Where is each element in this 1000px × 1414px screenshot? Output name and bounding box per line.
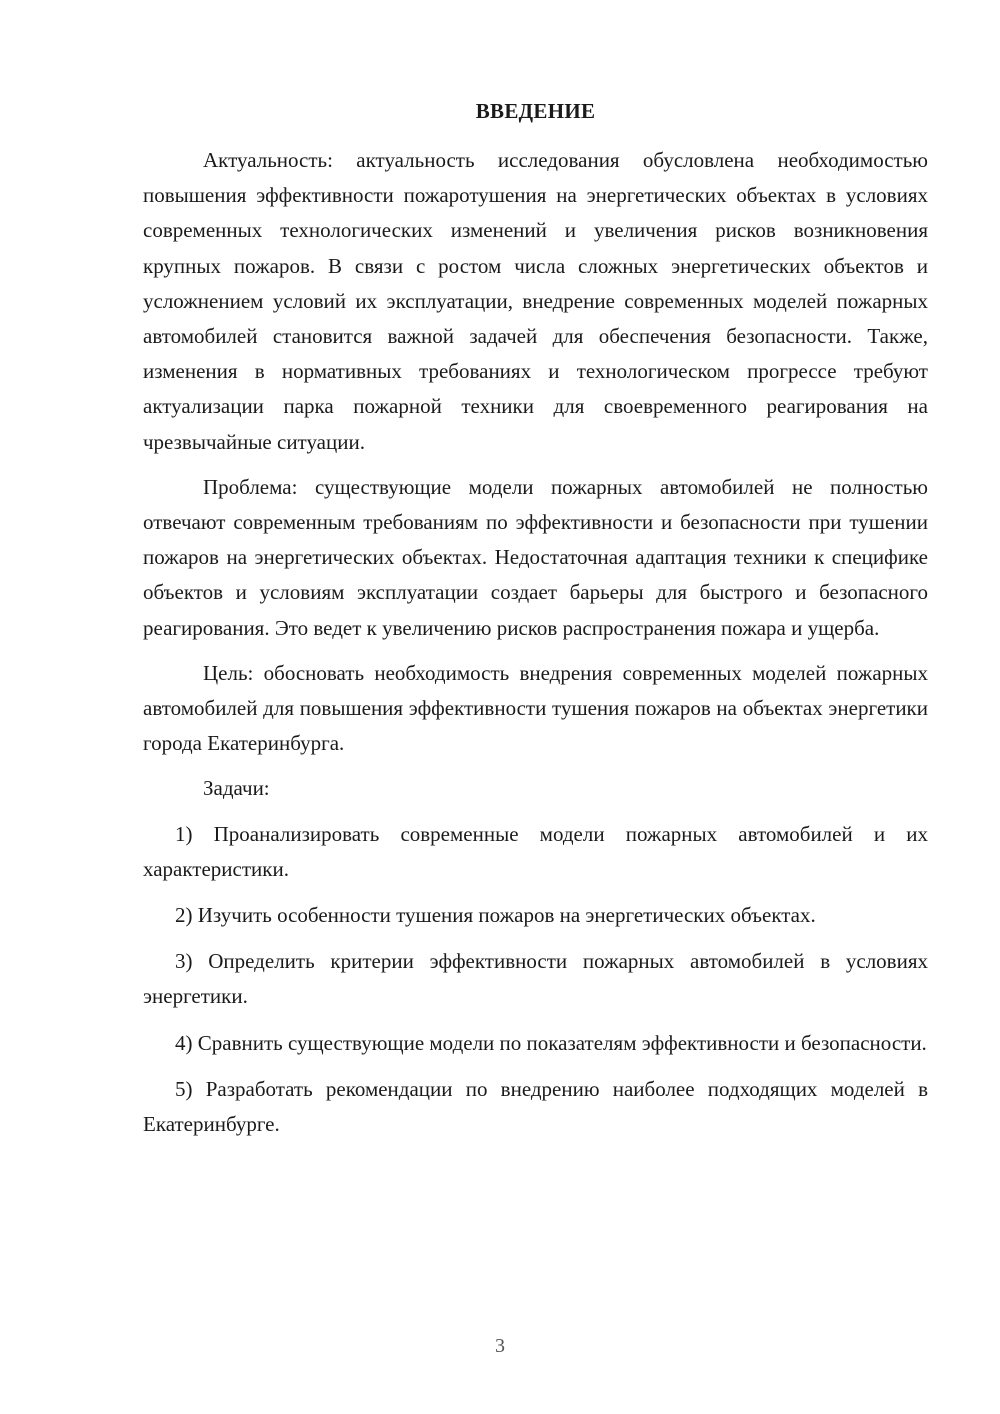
task-item: 3) Определить критерии эффективности пожарных автомобилей в условиях энергетики. [143, 949, 928, 1009]
paragraph-relevance: Актуальность: актуальность исследования обусловлена необходимостью повышения эффективности пожаротушения на энергетических объектах в условиях современных технологических изменений и увеличения рисков возникновения крупных пожаров. В связи с ростом числа сложных энергетических объектов и усложнением условий их эксплуатации, внедрение современных моделей пожарных автомобилей становится важной задачей для обеспечения безопасности. Также, изменения в нормативных требованиях и технологическом прогрессе требуют актуализации парка пожарной техники для своевременного реагирования на чрезвычайные ситуации. [143, 148, 928, 454]
tasks-label: Задачи: [203, 776, 270, 801]
document-body [143, 143, 928, 1142]
paragraph-goal: Цель: обосновать необходимость внедрения современных моделей пожарных автомобилей для повышения эффективности тушения пожаров на объектах энергетики города Екатеринбурга. [143, 660, 928, 756]
task-item: 1) Проанализировать современные модели пожарных автомобилей и их характеристики. [143, 821, 928, 881]
section-heading: ВВЕДЕНИЕ [475, 99, 596, 123]
task-item: 2) Изучить особенности тушения пожаров на энергетических объектах. [175, 903, 816, 928]
paragraph-problem: Проблема: существующие модели пожарных автомобилей не полностью отвечают современным требованиям по эффективности и безопасности при тушении пожаров на энергетических объектах. Недостаточная адаптация техники к специфике объектов и условиям эксплуатации создает барьеры для быстрого и безопасного реагирования. Это ведет к увеличению рисков распространения пожара и ущерба. [143, 474, 928, 640]
task-item: 4) Сравнить существующие модели по показателям эффективности и безопасности. [175, 1030, 927, 1055]
page-number: 3 [495, 1335, 505, 1357]
task-item: 5) Разработать рекомендации по внедрению наиболее подходящих моделей в Екатеринбурге. [143, 1076, 928, 1137]
